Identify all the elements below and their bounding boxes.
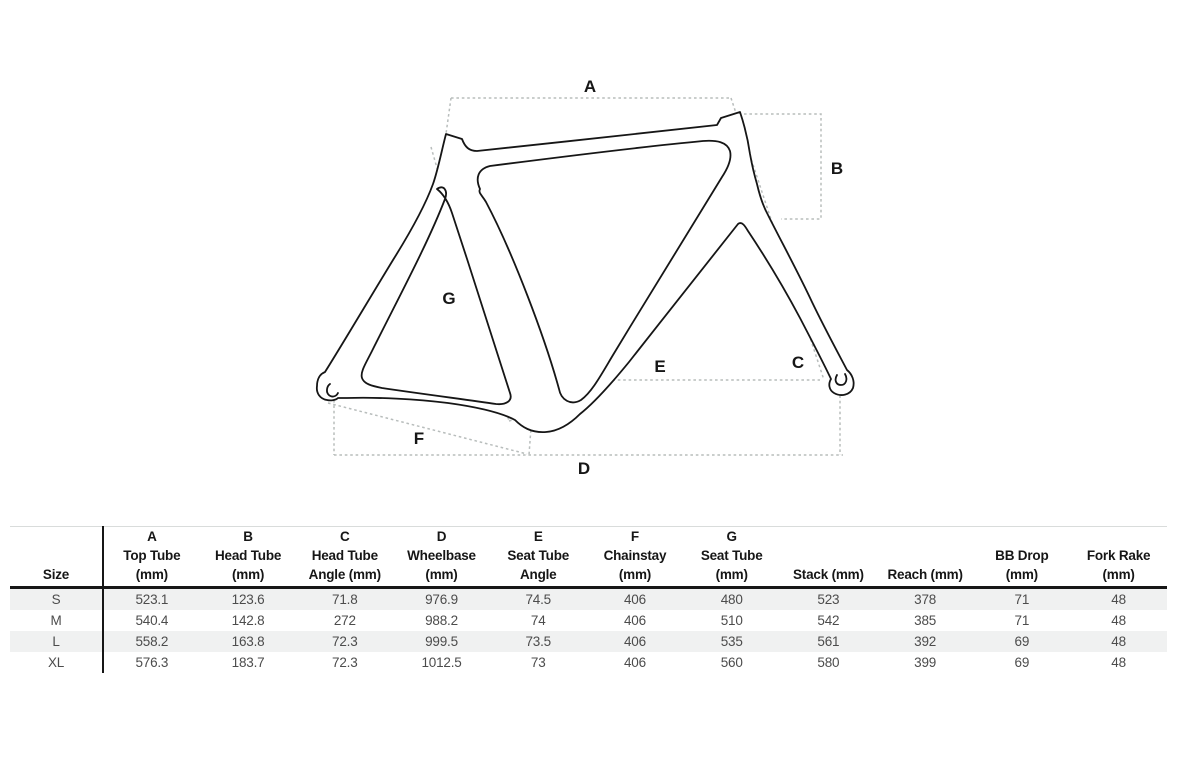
table-row-l [10,631,1167,652]
cell: 560 [720,655,743,670]
cell: 48 [1111,655,1126,670]
cell: 1012.5 [421,655,462,670]
cell: 385 [914,613,937,628]
cell: 542 [817,613,840,628]
cell: 72.3 [332,655,358,670]
dim-label-f: F [413,429,425,448]
cell: 999.5 [425,634,458,649]
header-row [10,527,1167,588]
cell: 74 [530,613,546,628]
cell: 392 [914,634,937,649]
col-header-reach: Reach (mm) [877,527,974,588]
cell: 576.3 [103,652,200,673]
col-header-wheelbase: D Wheelbase (mm) [393,527,490,588]
size-cell: S [51,592,61,607]
col-header-stack: Stack (mm) [780,527,877,588]
col-header-seat-tube-angle: E Seat Tube Angle [490,527,587,588]
col-header-size: Size [10,527,103,588]
cell: 72.3 [332,634,358,649]
cell: 399 [914,655,937,670]
cell: 48 [1111,592,1126,607]
cell: 71.8 [332,592,358,607]
cell: 73 [530,655,546,670]
cell: 406 [623,655,646,670]
col-header-head-tube-angle: C Head Tube Angle (mm) [296,527,393,588]
cell: 73.5 [525,634,551,649]
cell: 71 [1014,592,1030,607]
cell: 580 [817,655,840,670]
cell: 406 [623,634,646,649]
cell: 510 [720,613,743,628]
col-header-chainstay: F Chainstay (mm) [587,527,684,588]
cell: 123.6 [231,592,265,607]
cell: 523 [817,592,840,607]
cell: 406 [623,613,646,628]
col-header-top-tube: A Top Tube (mm) [103,527,200,588]
cell: 74.5 [525,592,551,607]
cell: 163.8 [231,634,265,649]
dim-label-c: C [791,353,805,372]
col-header-seat-tube: G Seat Tube (mm) [683,527,780,588]
dim-label-d: D [577,459,591,478]
cell: 561 [817,634,840,649]
frame-drawing [317,112,854,432]
cell: 272 [333,613,356,628]
cell: 558.2 [103,631,200,652]
geometry-table [10,526,1167,673]
cell: 535 [720,634,743,649]
table-row-s [10,588,1167,611]
cell: 48 [1111,634,1126,649]
cell: 480 [720,592,743,607]
cell: 976.9 [425,592,458,607]
dim-label-a: A [583,77,597,96]
cell: 406 [623,592,646,607]
cell: 988.2 [425,613,458,628]
size-cell: XL [47,655,65,670]
cell: 523.1 [103,588,200,611]
cell: 71 [1014,613,1030,628]
col-header-bb-drop: BB Drop (mm) [973,527,1070,588]
cell: 142.8 [231,613,265,628]
cell: 48 [1111,613,1126,628]
size-cell: M [50,613,62,628]
cell: 540.4 [103,610,200,631]
dim-label-b: B [830,159,844,178]
cell: 378 [914,592,937,607]
dim-label-g: G [442,289,456,308]
col-header-head-tube: B Head Tube (mm) [200,527,297,588]
size-cell: L [52,634,60,649]
table-row-m [10,610,1167,631]
cell: 69 [1014,634,1030,649]
dim-label-e: E [654,357,666,376]
table-row-xl [10,652,1167,673]
cell: 69 [1014,655,1030,670]
cell: 183.7 [231,655,265,670]
col-header-fork-rake: Fork Rake (mm) [1070,527,1167,588]
